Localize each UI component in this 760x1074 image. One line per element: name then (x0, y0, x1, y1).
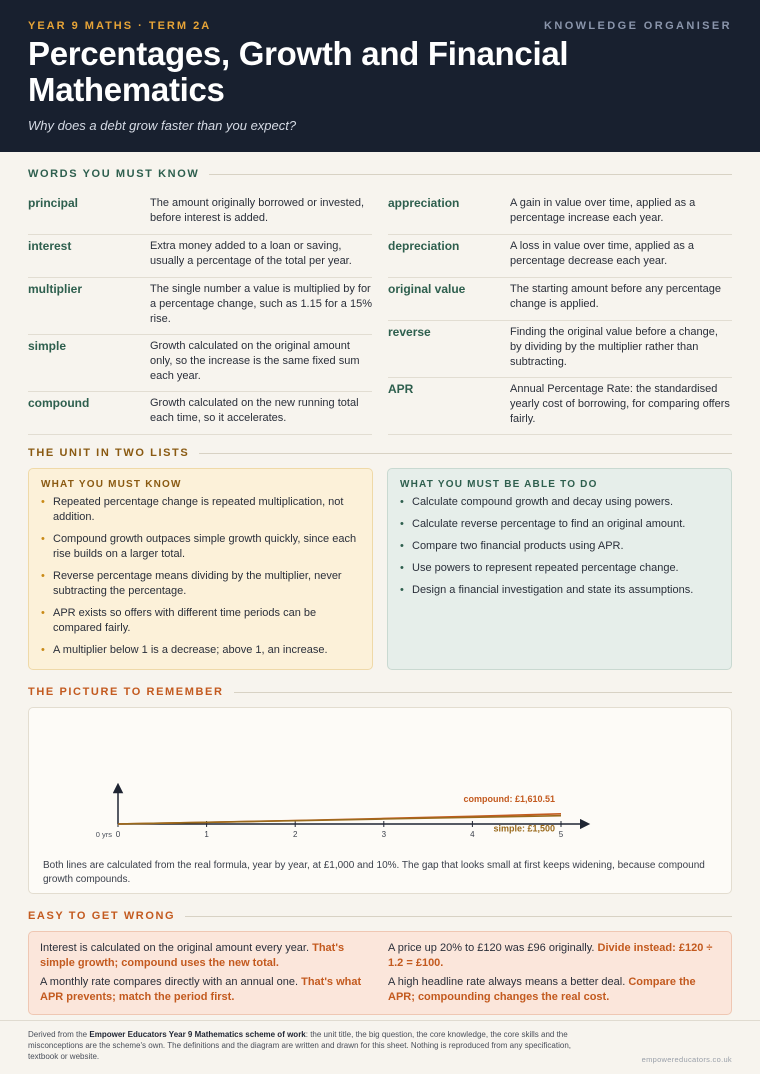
vocab-definition: Growth calculated on the original amount only, so the increase is the same fixed sum each year. (150, 340, 360, 382)
footer-post: : the unit title, the big question, the core knowledge, the core skills and the misconceptions are the scheme's own. The definitions and the diagram are written and drawn for this sheet. Nothing is reproduced from any specification, textbook or website. (28, 1030, 571, 1061)
vocab-term: interest (28, 239, 72, 253)
series-end-label-compound: compound: £1,610.51 (463, 793, 555, 804)
bullet-icon: • (41, 496, 45, 508)
vocab-row (28, 392, 372, 435)
vocab-definition: A loss in value over time, applied as a percentage decrease each year. (510, 240, 695, 267)
footer-source: Empower Educators Year 9 Mathematics scheme of work (89, 1030, 306, 1039)
misconception-fix: Divide instead: £120 ÷ 1.2 = £100. (388, 942, 713, 969)
chart-caption: Both lines are calculated from the real formula, year by year, at £1,000 and 10%. The gap that looks small at first keeps widening, because compound growth compounds. (43, 860, 705, 885)
vocab-row (28, 235, 372, 278)
x-tick-label: 0 (115, 830, 121, 839)
misconception-item (40, 975, 370, 1005)
series-end-label-simple: simple: £1,500 (493, 823, 555, 834)
x-tick-label: 4 (470, 830, 475, 839)
vocab-term: multiplier (28, 282, 83, 296)
vocab-row (388, 321, 732, 378)
vocab-term: simple (28, 339, 67, 353)
vocab-row (388, 278, 732, 321)
bullet-icon: • (41, 533, 45, 545)
growth-chart (29, 708, 731, 858)
list-item (400, 561, 719, 576)
footer-pre: Derived from the (28, 1030, 88, 1039)
vocab-term: reverse (388, 325, 431, 339)
bullet-icon: • (41, 570, 45, 582)
page-subtitle: Why does a debt grow faster than you expect? (28, 118, 297, 133)
must-know-box (28, 468, 373, 670)
vocab-row (28, 278, 372, 335)
list-item (41, 643, 360, 658)
bullet-icon: • (41, 644, 45, 656)
header-doc-type: KNOWLEDGE ORGANISER (544, 20, 732, 32)
vocab-definition: Finding the original value before a change, by dividing by the multiplier rather than subtracting. (510, 326, 718, 368)
list-item (400, 495, 719, 510)
list-item (41, 569, 360, 599)
vocab-term: APR (388, 382, 414, 396)
list-item-text: A multiplier below 1 is a decrease; above 1, an increase. (53, 644, 328, 656)
misconception-fix: Compare the APR; compounding changes the real cost. (388, 976, 696, 1003)
vocab-term: depreciation (388, 239, 460, 253)
footer-url: empowereducators.co.uk (641, 1055, 732, 1064)
header-kicker: YEAR 9 MATHS · TERM 2A (28, 20, 212, 32)
vocab-row (388, 235, 732, 278)
section-label: THE UNIT IN TWO LISTS (28, 447, 190, 459)
footer-attribution (28, 1029, 588, 1062)
vocab-definition: Growth calculated on the new running total each time, so it accelerates. (150, 397, 359, 424)
bullet-icon: • (400, 518, 404, 530)
vocab-term: original value (388, 282, 466, 296)
page-title: Percentages, Growth and Financial Mathematics (28, 35, 569, 108)
section-label: WORDS YOU MUST KNOW (28, 168, 200, 180)
list-item-text: Calculate compound growth and decay using powers. (412, 496, 674, 508)
misconceptions-box (28, 931, 732, 1015)
bullet-icon: • (400, 496, 404, 508)
section-words-heading (28, 167, 732, 181)
section-picture-heading (28, 685, 732, 699)
misconception-item (40, 941, 370, 971)
list-item-text: Compound growth outpaces simple growth quickly, since each rise builds on a larger total. (53, 533, 357, 560)
bullet-icon: • (41, 607, 45, 619)
vocab-definition: The amount originally borrowed or invested, before interest is added. (150, 197, 365, 224)
misconception-text: A price up 20% to £120 was £96 originally. (388, 942, 595, 954)
misconception-text: A monthly rate compares directly with an annual one. (40, 976, 299, 988)
x-tick-label: 2 (292, 830, 298, 839)
bullet-icon: • (400, 584, 404, 596)
x-tick-label: 5 (558, 830, 564, 839)
able-to-do-list (400, 495, 719, 598)
list-item-text: Reverse percentage means dividing by the multiplier, never subtracting the percentage. (53, 570, 342, 597)
misconception-text: A high headline rate always means a better deal. (388, 976, 626, 988)
vocab-list-right (388, 192, 732, 435)
x-tick-label: 3 (381, 830, 387, 839)
growth-chart-panel (28, 707, 732, 894)
misconception-item (388, 941, 718, 971)
section-lists-heading (28, 446, 732, 460)
misconception-fix: That's simple growth; compound uses the new total. (40, 942, 345, 969)
able-to-do-box (387, 468, 732, 670)
vocab-definition: Annual Percentage Rate: the standardised yearly cost of borrowing, for comparing offers fairly. (510, 383, 730, 425)
list-item (41, 495, 360, 525)
x-tick-label: 1 (204, 830, 209, 839)
vocab-row (28, 192, 372, 235)
bullet-icon: • (400, 540, 404, 552)
vocab-row (388, 378, 732, 435)
vocab-definition: The starting amount before any percentage change is applied. (510, 283, 721, 310)
vocab-definition: The single number a value is multiplied by for a percentage change, such as 1.15 for a 15% rise. (150, 283, 372, 325)
list-item-text: Compare two financial products using APR. (412, 540, 624, 552)
able-to-do-title: WHAT YOU MUST BE ABLE TO DO (400, 479, 598, 490)
vocab-definition: Extra money added to a loan or saving, usually a percentage of the total per year. (150, 240, 352, 267)
misconception-text: Interest is calculated on the original amount every year. (40, 942, 310, 954)
list-item-text: Design a financial investigation and state its assumptions. (412, 584, 694, 596)
list-item (41, 606, 360, 636)
vocab-list-left (28, 192, 372, 435)
list-item (400, 583, 719, 598)
section-label: EASY TO GET WRONG (28, 910, 176, 922)
page-header (0, 0, 760, 152)
list-item-text: APR exists so offers with different time periods can be compared fairly. (53, 607, 317, 634)
series-lines (118, 814, 561, 824)
section-wrong-heading (28, 909, 732, 923)
vocab-term: compound (28, 396, 90, 410)
must-know-list (41, 495, 360, 658)
section-label: THE PICTURE TO REMEMBER (28, 686, 224, 698)
list-item-text: Use powers to represent repeated percentage change. (412, 562, 679, 574)
list-item-text: Calculate reverse percentage to find an original amount. (412, 518, 686, 530)
section-divider (234, 692, 733, 693)
section-divider (209, 174, 732, 175)
vocab-term: appreciation (388, 196, 460, 210)
vocab-term: principal (28, 196, 79, 210)
bullet-icon: • (400, 562, 404, 574)
vocab-row (388, 192, 732, 235)
list-item-text: Repeated percentage change is repeated multiplication, not addition. (53, 496, 344, 523)
x-axis-start-label: 0 yrs (95, 830, 112, 839)
must-know-title: WHAT YOU MUST KNOW (41, 479, 182, 490)
page-footer (0, 1020, 760, 1074)
misconception-item (388, 975, 718, 1005)
section-divider (199, 453, 732, 454)
list-item (41, 532, 360, 562)
list-item (400, 517, 719, 532)
misconception-fix: That's what APR prevents; match the period first. (40, 976, 362, 1003)
vocab-row (28, 335, 372, 392)
section-divider (185, 916, 732, 917)
vocab-definition: A gain in value over time, applied as a percentage increase each year. (510, 197, 696, 224)
list-item (400, 539, 719, 554)
